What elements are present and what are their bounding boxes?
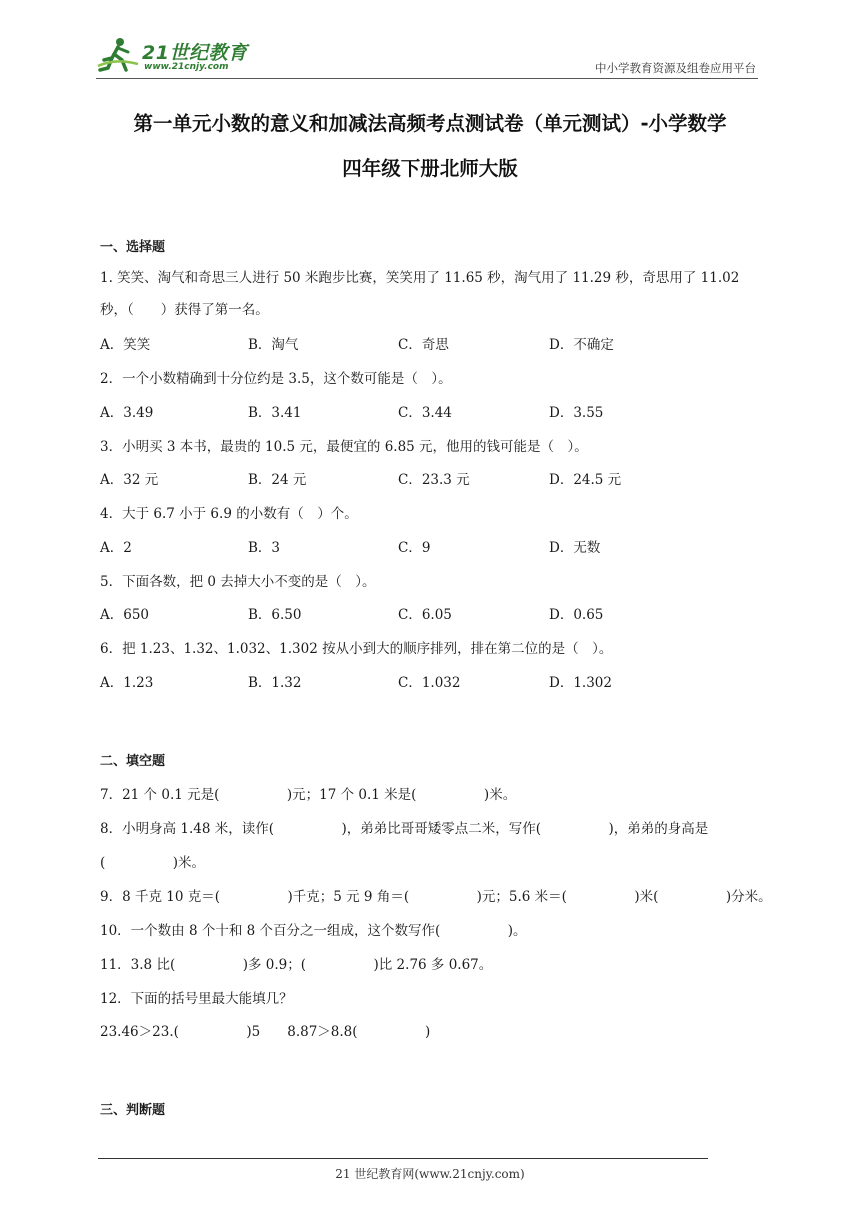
option-6b: B．1.32 (248, 675, 302, 691)
page-title-line2: 四年级下册北师大版 (342, 157, 518, 180)
page-title-line1: 第一单元小数的意义和加减法高频考点测试卷（单元测试）-小学数学 (133, 112, 727, 135)
question-4: 4．大于 6.7 小于 6.9 的小数有（ ）个。 (100, 506, 358, 522)
question-10: 10．一个数由 8 个十和 8 个百分之一组成，这个数写作( )。 (100, 923, 527, 939)
option-6d: D．1.302 (549, 675, 612, 691)
question-7: 7．21 个 0.1 元是( )元；17 个 0.1 米是( )米。 (100, 787, 517, 803)
page-footer[interactable]: 21 世纪教育网(www.21cnjy.com) (335, 1167, 525, 1181)
section-heading-fill: 二、填空题 (100, 754, 166, 769)
option-4c: C．9 (398, 540, 431, 556)
platform-label: 中小学教育资源及组卷应用平台 (595, 61, 756, 75)
option-5c: C．6.05 (398, 607, 452, 623)
option-5d: D．0.65 (549, 607, 604, 623)
question-8-cont: ( )米。 (100, 855, 206, 871)
header-divider (96, 78, 758, 79)
option-2c: C．3.44 (398, 405, 452, 421)
question-6: 6．把 1.23、1.32、1.032、1.302 按从小到大的顺序排列，排在第二位的是（ ）。 (100, 641, 613, 657)
question-8: 8．小明身高 1.48 米，读作( )，弟弟比哥哥矮零点二米，写作( )，弟弟的身高是 (100, 821, 709, 837)
option-3b: B．24 元 (248, 472, 307, 488)
runner-icon (96, 36, 140, 76)
option-5a: A．650 (100, 607, 150, 623)
option-6c: C．1.032 (398, 675, 461, 691)
option-3a: A．32 元 (100, 472, 159, 488)
page-header (96, 34, 756, 80)
section-heading-choice: 一、选择题 (100, 240, 166, 255)
option-5b: B．6.50 (248, 607, 302, 623)
question-11: 11．3.8 比( )多 0.9；( )比 2.76 多 0.67。 (100, 957, 493, 973)
site-logo[interactable] (96, 34, 266, 80)
logo-text: 21世纪教育 (142, 42, 248, 64)
question-5: 5．下面各数，把 0 去掉大小不变的是（ ）。 (100, 574, 376, 590)
option-3c: C．23.3 元 (398, 472, 470, 488)
option-4d: D．无数 (549, 540, 601, 556)
question-1-cont: 秒，（ ）获得了第一名。 (100, 302, 269, 318)
question-12: 12．下面的括号里最大能填几？ (100, 991, 293, 1007)
option-2a: A．3.49 (100, 405, 154, 421)
option-1c: C．奇思 (398, 337, 449, 353)
question-9: 9．8 千克 10 克＝( )千克；5 元 9 角＝( )元；5.6 米＝( )米( )分米。 (100, 889, 772, 905)
option-2b: B．3.41 (248, 405, 302, 421)
option-2d: D．3.55 (549, 405, 604, 421)
option-1a: A．笑笑 (100, 337, 151, 353)
footer-divider (98, 1158, 708, 1159)
option-4b: B．3 (248, 540, 281, 556)
question-3: 3．小明买 3 本书，最贵的 10.5 元，最便宜的 6.85 元，他用的钱可能是（ ）。 (100, 439, 588, 455)
option-4a: A．2 (100, 540, 132, 556)
question-12-items: 23.46＞23.( )5 8.87＞8.8( ) (100, 1024, 431, 1040)
section-heading-judge: 三、判断题 (100, 1103, 166, 1118)
option-1b: B．淘气 (248, 337, 299, 353)
question-2: 2．一个小数精确到十分位约是 3.5，这个数可能是（ ）。 (100, 371, 452, 387)
option-6a: A．1.23 (100, 675, 154, 691)
option-3d: D．24.5 元 (549, 472, 622, 488)
logo-url: www.21cnjy.com (144, 62, 229, 72)
option-1d: D．不确定 (549, 337, 614, 353)
question-1: 1. 笑笑、淘气和奇思三人进行 50 米跑步比赛，笑笑用了 11.65 秒，淘气用了 11.29 秒，奇思用了 11.02 (100, 270, 740, 286)
